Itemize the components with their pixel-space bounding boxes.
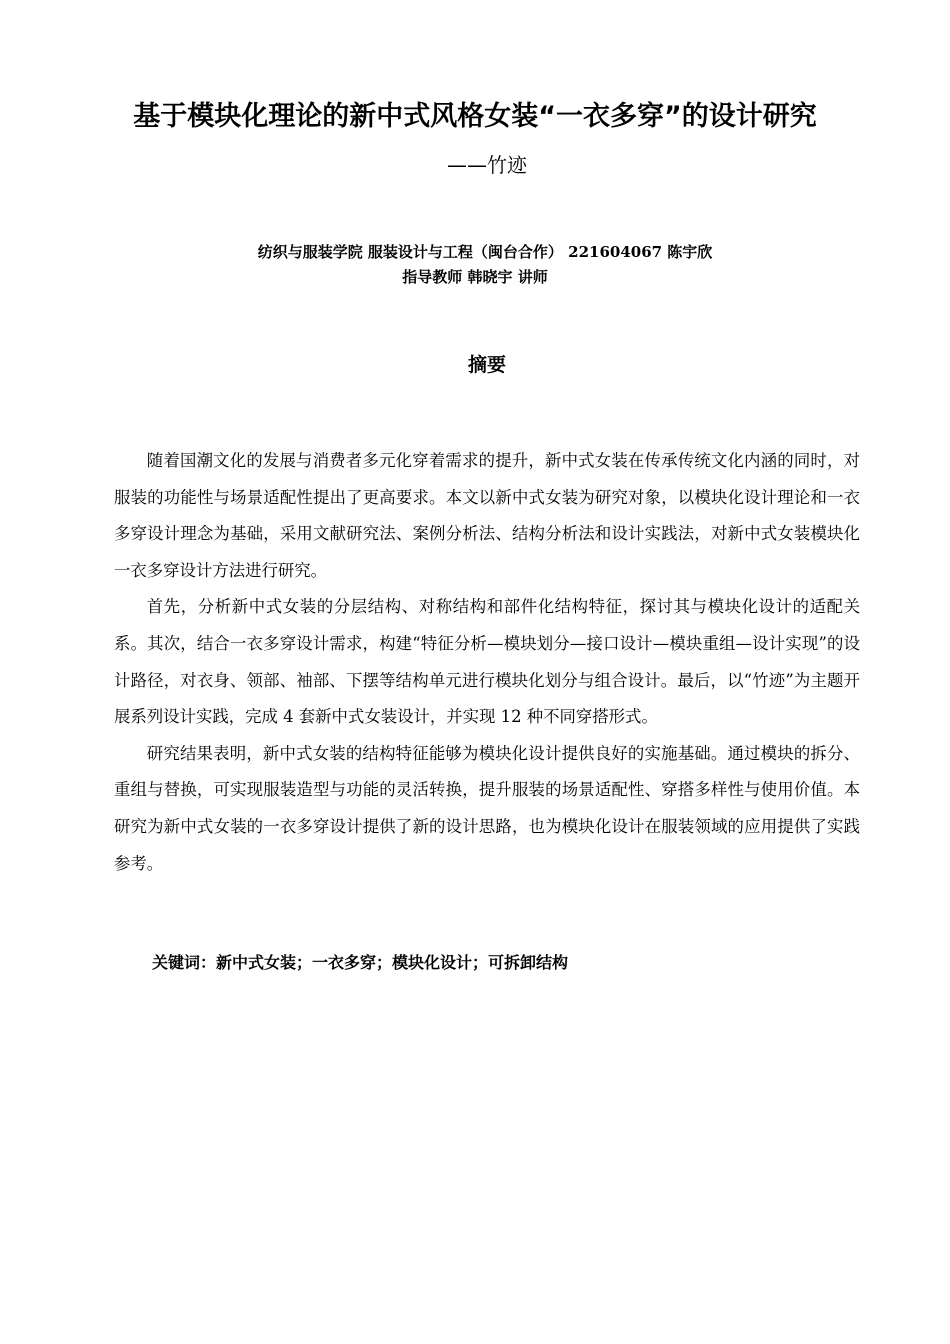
author-affiliation-line: 纺织与服装学院 服装设计与工程（闽台合作） 221604067 陈宇欣 — [257, 243, 713, 261]
abstract-paragraph-1: 随着国潮文化的发展与消费者多元化穿着需求的提升，新中式女装在传承传统文化内涵的同时，对服装的功能性与场景适配性提出了更高要求。本文以新中式女装为研究对象，以模块化设计理论和一衣多穿设计理念为基础，采用文献研究法、案例分析法、结构分析法和设计实践法，对新中式女装模块化一衣多穿设计方法进行研究。 — [114, 451, 860, 580]
document-title: 基于模块化理论的新中式风格女装“一衣多穿”的设计研究 — [133, 101, 817, 132]
abstract-paragraph-2: 首先，分析新中式女装的分层结构、对称结构和部件化结构特征，探讨其与模块化设计的适配关系。其次，结合一衣多穿设计需求，构建“特征分析—模块划分—接口设计—模块重组—设计实现”的设计路径，对衣身、领部、袖部、下摆等结构单元进行模块化划分与组合设计。最后，以“竹迹”为主题开展系列设计实践，完成 4 套新中式女装设计，并实现 12 种不同穿搭形式。 — [114, 597, 860, 727]
abstract-body — [114, 443, 860, 882]
document-subtitle: ——竹迹 — [447, 153, 527, 177]
keywords-line: 关键词：新中式女装；一衣多穿；模块化设计；可拆卸结构 — [152, 953, 569, 972]
abstract-paragraph-3: 研究结果表明，新中式女装的结构特征能够为模块化设计提供良好的实施基础。通过模块的拆分、重组与替换，可实现服装造型与功能的灵活转换，提升服装的场景适配性、穿搭多样性与使用价值。本研究为新中式女装的一衣多穿设计提供了新的设计思路，也为模块化设计在服装领域的应用提供了实践参考。 — [114, 743, 860, 873]
abstract-heading: 摘要 — [467, 354, 506, 376]
advisor-line: 指导教师 韩晓宇 讲师 — [402, 268, 548, 286]
